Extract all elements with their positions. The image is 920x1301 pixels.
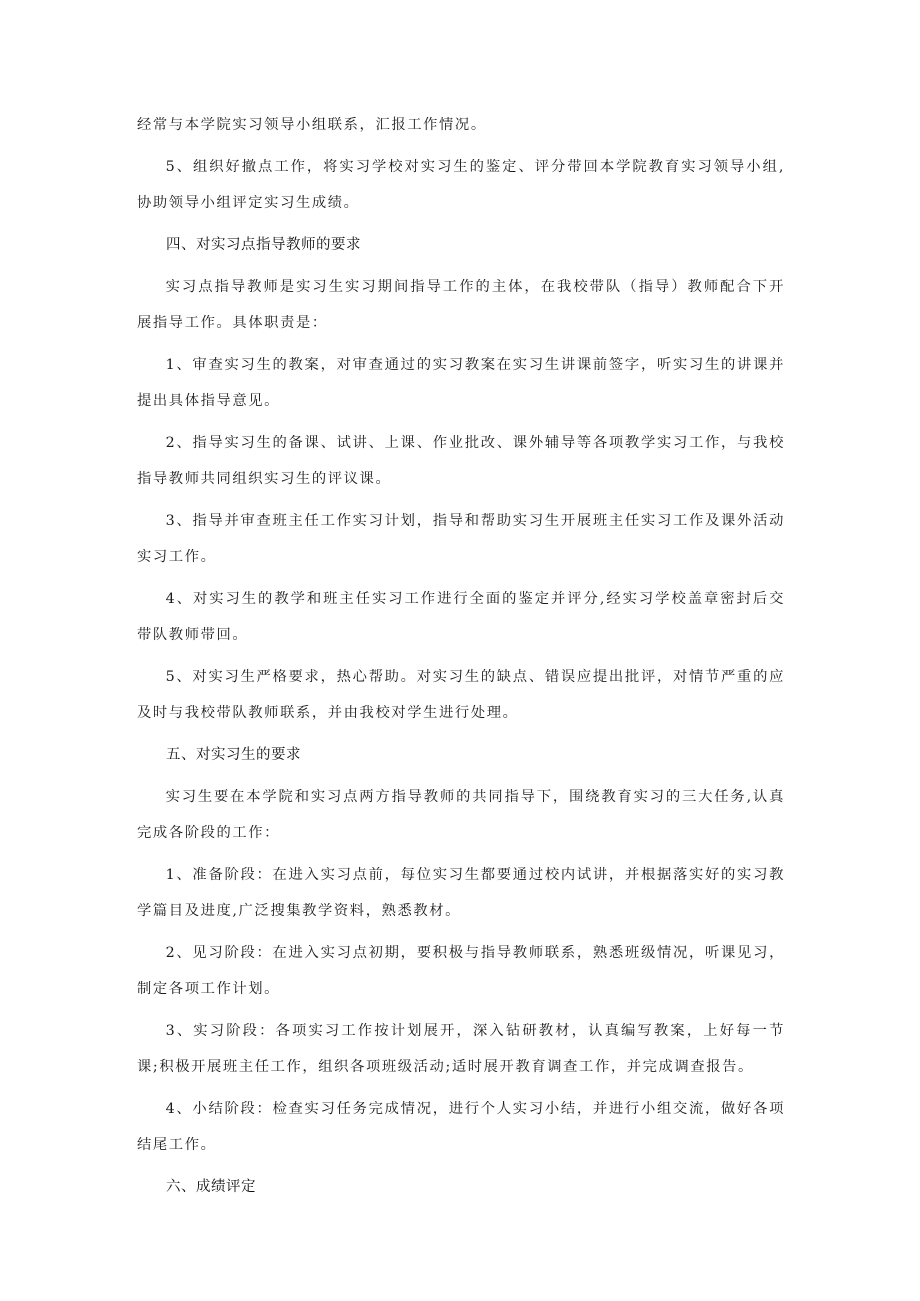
- section-heading-4: 四、对实习点指导教师的要求: [166, 237, 361, 253]
- section-heading-5: 五、对实习生的要求: [166, 747, 301, 763]
- paragraph-supervisor-item-1: 1、审查实习生的教案，对审查通过的实习教案在实习生讲课前签字，听实习生的讲课并提出具体指导意见。: [137, 357, 785, 409]
- paragraph-intro-intern: 实习生要在本学院和实习点两方指导教师的共同指导下，围绕教育实习的三大任务,认真完成各阶段的工作：: [137, 789, 785, 841]
- paragraph-stage-3-practice: 3、实习阶段：各项实习工作按计划展开，深入钻研教材，认真编写教案，上好每一节课;积极开展班主任工作，组织各项班级活动;适时展开教育调查工作，并完成调查报告。: [137, 1023, 785, 1075]
- paragraph-supervisor-item-4: 4、对实习生的教学和班主任实习工作进行全面的鉴定并评分,经实习学校盖章密封后交带队教师带回。: [137, 591, 785, 643]
- paragraph-stage-4-summary: 4、小结阶段：检查实习任务完成情况，进行个人实习小结，并进行小组交流，做好各项结尾工作。: [137, 1101, 785, 1153]
- paragraph-continuation: 经常与本学院实习领导小组联系，汇报工作情况。: [137, 117, 487, 133]
- paragraph-intro-supervisor: 实习点指导教师是实习生实习期间指导工作的主体，在我校带队（指导）教师配合下开展指导工作。具体职责是：: [137, 279, 785, 331]
- paragraph-stage-2-observation: 2、见习阶段：在进入实习点初期，要积极与指导教师联系，熟悉班级情况，听课见习，制定各项工作计划。: [137, 945, 785, 997]
- paragraph-item-5-withdrawal: 5、组织好撤点工作，将实习学校对实习生的鉴定、评分带回本学院教育实习领导小组,协助领导小组评定实习生成绩。: [137, 159, 785, 211]
- section-heading-6: 六、成绩评定: [166, 1179, 256, 1195]
- paragraph-supervisor-item-3: 3、指导并审查班主任工作实习计划，指导和帮助实习生开展班主任实习工作及课外活动实习工作。: [137, 513, 785, 565]
- paragraph-supervisor-item-2: 2、指导实习生的备课、试讲、上课、作业批改、课外辅导等各项教学实习工作，与我校指导教师共同组织实习生的评议课。: [137, 435, 785, 487]
- paragraph-stage-1-preparation: 1、准备阶段：在进入实习点前，每位实习生都要通过校内试讲，并根据落实好的实习教学篇目及进度,广泛搜集教学资料，熟悉教材。: [137, 867, 785, 919]
- document-page: [137, 107, 785, 1211]
- paragraph-supervisor-item-5: 5、对实习生严格要求，热心帮助。对实习生的缺点、错误应提出批评，对情节严重的应及时与我校带队教师联系，并由我校对学生进行处理。: [137, 669, 785, 721]
